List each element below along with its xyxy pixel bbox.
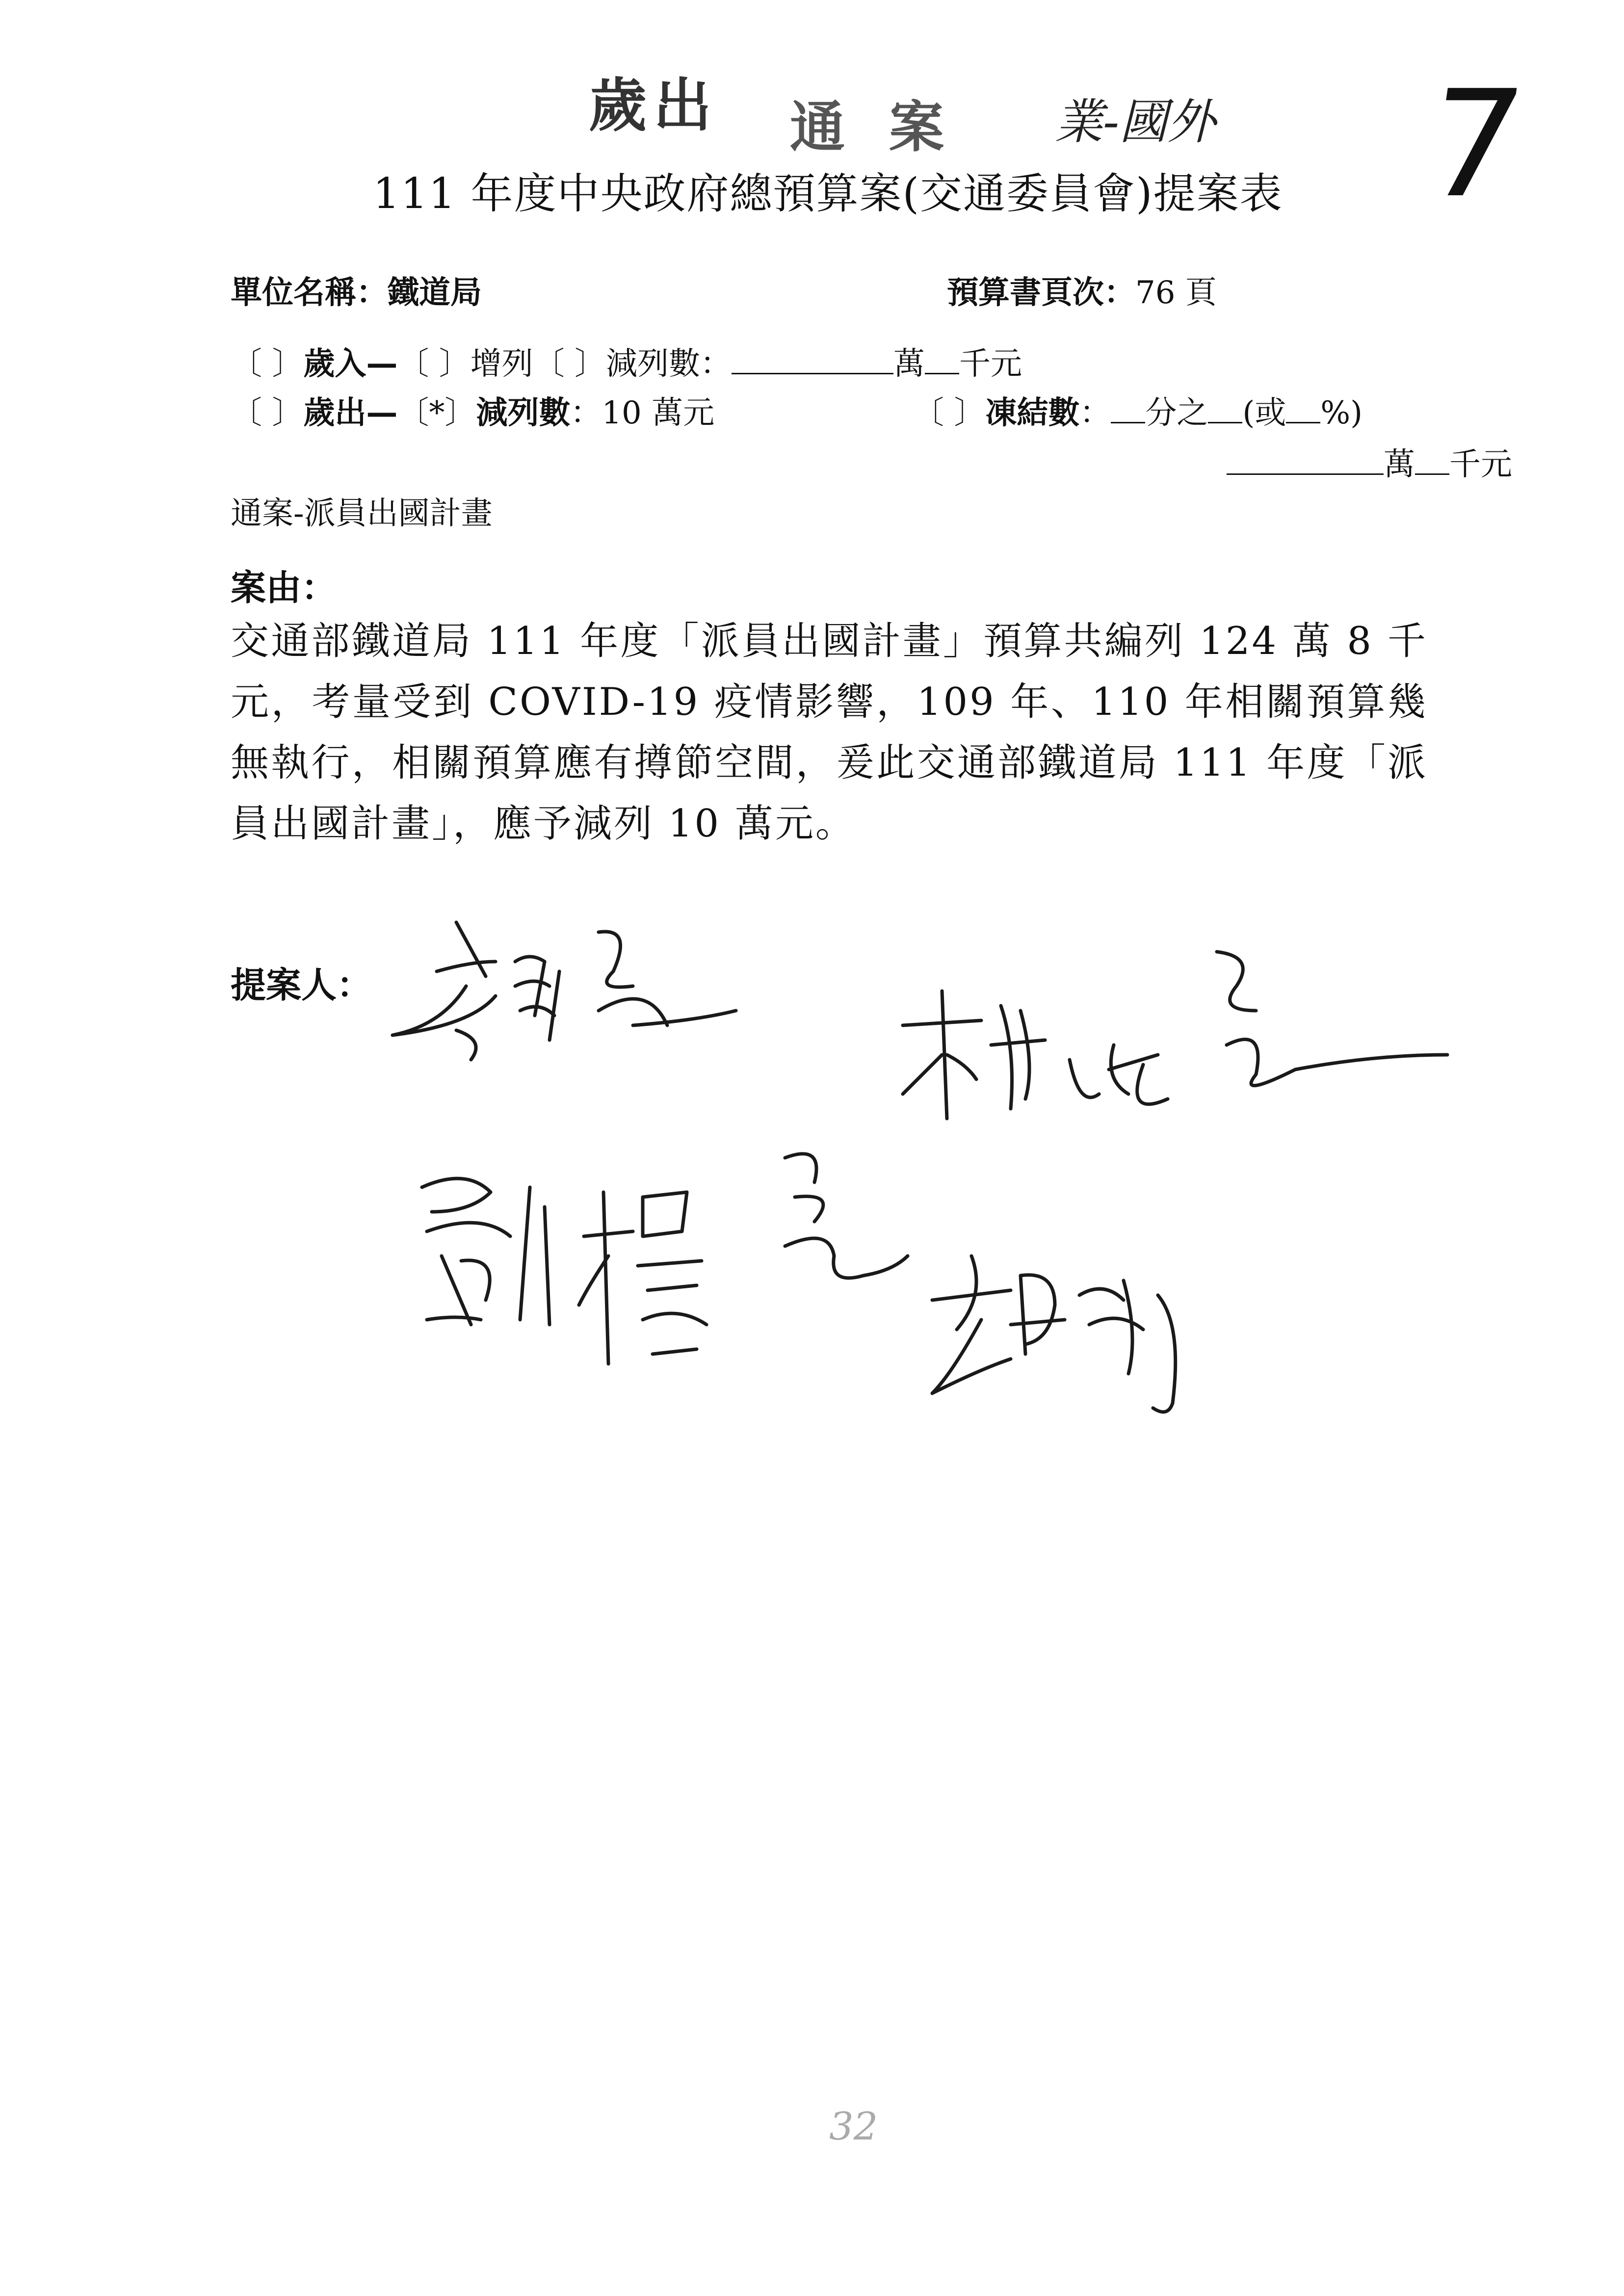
signature-2 bbox=[903, 952, 1447, 1119]
expense-decrease-checkbox: 〔*〕 bbox=[397, 395, 476, 431]
expense-label: 歲出— bbox=[303, 395, 398, 431]
freeze-percent-close: %) bbox=[1320, 395, 1363, 431]
revenue-row bbox=[231, 339, 1022, 384]
budget-page-label: 預算書頁次： bbox=[947, 275, 1135, 311]
expense-checkbox: 〔 〕 bbox=[231, 395, 304, 431]
freeze-label: 凍結數 bbox=[985, 395, 1080, 431]
freeze-unit-wan: 萬 bbox=[1384, 446, 1415, 483]
handwritten-page-number: 7 bbox=[1415, 59, 1534, 230]
revenue-checkbox: 〔 〕 bbox=[231, 346, 304, 382]
stamp-suichu: 歲出 bbox=[589, 71, 719, 139]
signature-1 bbox=[393, 922, 736, 1060]
reason-body: 交通部鐵道局 111 年度「派員出國計畫」預算共編列 124 萬 8 千元，考量受到 COVID-19 疫情影響，109 年、110 年相關預算幾無執行，相關預算應有撙節空間，爰此交通部鐵道局 111 年度「派員出國計畫」，應予減列 10 萬元。 bbox=[231, 619, 1428, 846]
proposer-label: 提案人： bbox=[231, 965, 372, 1006]
freeze-unit-qian: 千元 bbox=[1449, 446, 1512, 483]
revenue-qian-blank bbox=[925, 341, 959, 374]
revenue-wan-blank bbox=[732, 341, 893, 374]
reason-heading: 案由： bbox=[231, 567, 337, 608]
expense-row bbox=[231, 388, 714, 433]
revenue-decrease: 〔 〕減列數： bbox=[533, 346, 732, 382]
unit-row bbox=[231, 267, 482, 313]
freeze-fraction-word: 分之 bbox=[1145, 395, 1208, 431]
freeze-colon: ： bbox=[1079, 395, 1111, 431]
budget-page-row bbox=[947, 267, 1217, 313]
unit-label: 單位名稱： bbox=[231, 275, 388, 311]
expense-decrease-label: 減列數 bbox=[476, 395, 571, 431]
signature-3 bbox=[422, 1154, 908, 1364]
freeze-qian-blank bbox=[1415, 442, 1449, 475]
revenue-increase: 〔 〕增列 bbox=[397, 346, 533, 382]
expense-decrease-value: ：10 萬元 bbox=[570, 395, 715, 431]
freeze-checkbox: 〔 〕 bbox=[913, 395, 986, 431]
freeze-percent-blank bbox=[1286, 391, 1320, 423]
item-name: 通案-派員出國計畫 bbox=[231, 496, 493, 532]
freeze-numerator-blank bbox=[1208, 391, 1242, 423]
signature-4 bbox=[932, 1256, 1176, 1412]
freeze-or-open: (或 bbox=[1242, 395, 1286, 431]
revenue-unit-wan: 萬 bbox=[893, 346, 925, 382]
handwritten-note: 業-國外 bbox=[1055, 94, 1216, 150]
unit-value: 鐵道局 bbox=[388, 275, 482, 311]
freeze-amount-row bbox=[1227, 439, 1512, 484]
document-title: 111 年度中央政府總預算案(交通委員會)提案表 bbox=[373, 169, 1283, 218]
freeze-denominator-blank bbox=[1111, 391, 1145, 423]
page-mark: 32 bbox=[829, 2105, 878, 2149]
revenue-label: 歲入— bbox=[303, 346, 398, 382]
budget-page-value: 76 頁 bbox=[1135, 275, 1217, 311]
freeze-wan-blank bbox=[1227, 442, 1384, 475]
revenue-unit-qian: 千元 bbox=[959, 346, 1022, 382]
stamp-tongan: 通案 bbox=[790, 95, 988, 159]
freeze-row bbox=[913, 388, 1362, 433]
